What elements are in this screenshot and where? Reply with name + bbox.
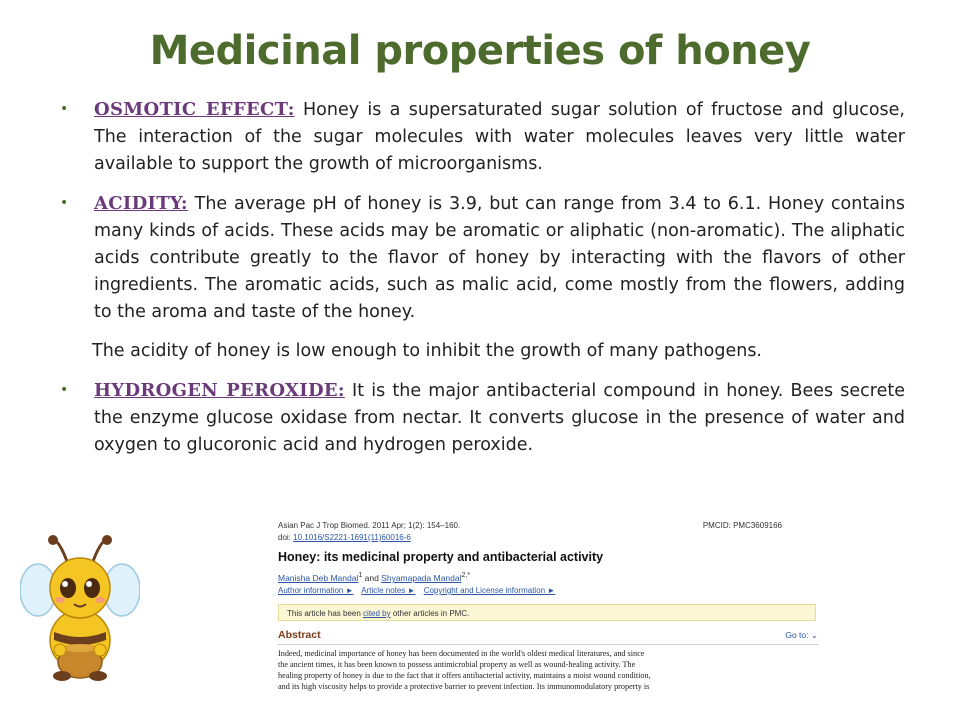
bullet-acidity <box>60 190 905 326</box>
bullet-text: Honey is a supersaturated sugar solution of fructose and glucose, The interaction of the sugar molecules with water molecules leaves very little water available to support the growth of microorganisms. <box>94 100 905 174</box>
bullet-text: The average pH of honey is 3.9, but can range from 3.4 to 6.1. Honey contains many kinds of acids. These acids may be aromatic or aliphatic (non-aromatic). The aliphatic acids contribute greatly to the flavor of honey by interacting with the flavors of other ingredients. The aromatic acids, such as malic acid, come mostly from the flowers, adding to the aroma and taste of the honey. <box>94 194 905 322</box>
author-link[interactable]: Shyamapada Mandal <box>381 572 462 583</box>
bullet-dot: • <box>60 195 69 211</box>
goto-dropdown[interactable]: Go to: ⌄ <box>785 630 818 640</box>
bullet-osmotic-effect <box>60 96 905 178</box>
slide-content <box>60 96 905 471</box>
bullet-dot: • <box>60 382 69 398</box>
doi-label: doi: <box>278 533 294 542</box>
author-link[interactable]: Manisha Deb Mandal <box>278 572 359 583</box>
author-information-link[interactable]: Author information ► <box>278 586 354 595</box>
bullet-heading: ACIDITY: <box>94 193 188 214</box>
notice-prefix: This article has been <box>287 609 364 618</box>
bullet-dot: • <box>60 101 69 117</box>
bullet-text: It is the major antibacterial compound in honey. Bees secrete the enzyme glucose oxidase from nectar. It converts glucose in the presence of water and oxygen to glucoronic acid and hydrogen peroxide. <box>94 381 905 455</box>
bullet-heading: OSMOTIC EFFECT: <box>94 99 295 120</box>
abstract-line: and its high viscosity helps to provide a protective barrier to prevent infection. Its immunomodulatory property is <box>278 682 650 691</box>
cited-by-link[interactable]: cited by <box>363 609 391 618</box>
doi-link[interactable]: 10.1016/S2221-1691(11)60016-6 <box>293 533 411 542</box>
abstract-header <box>278 628 818 645</box>
paper-screenshot <box>266 516 824 706</box>
paper-doi <box>278 533 411 542</box>
antenna-tip-right <box>102 535 112 545</box>
authors-and: and <box>362 572 382 583</box>
abstract-line: Indeed, medicinal importance of honey has been documented in the world's oldest medical literatures, and since <box>278 649 645 658</box>
paper-pmcid: PMCID: PMC3609166 <box>702 521 782 530</box>
bee-head <box>50 558 110 618</box>
cited-by-notice <box>278 604 816 621</box>
antenna-tip-left <box>48 535 58 545</box>
abstract-text <box>278 648 818 692</box>
bullet-heading: HYDROGEN PEROXIDE: <box>94 380 345 401</box>
article-notes-link[interactable]: Article notes ► <box>361 586 416 595</box>
author-sup: 1 <box>358 571 363 579</box>
abstract-title: Abstract <box>278 629 321 641</box>
bee-illustration <box>20 532 140 682</box>
abstract-line: healing property of honey is due to the fact that it offers antibacterial activity, maintains a moist wound condition, <box>278 671 651 680</box>
paper-authors <box>278 571 470 583</box>
author-sup: 2,* <box>461 571 471 579</box>
copyright-license-link[interactable]: Copyright and License information ► <box>423 586 556 595</box>
notice-suffix: other articles in PMC. <box>390 609 470 618</box>
slide-title: Medicinal properties of honey <box>149 28 811 74</box>
bullet-hydrogen-peroxide <box>60 377 905 459</box>
paper-info-links <box>278 586 561 595</box>
abstract-line: the ancient times, it has been known to possess antimicrobial property as well as wound-healing activity. The <box>278 660 636 669</box>
acidity-note: The acidity of honey is low enough to inhibit the growth of many pathogens. <box>92 341 762 361</box>
paper-title: Honey: its medicinal property and antibacterial activity <box>278 550 604 564</box>
paper-citation: Asian Pac J Trop Biomed. 2011 Apr; 1(2): 154–160. <box>278 521 461 530</box>
